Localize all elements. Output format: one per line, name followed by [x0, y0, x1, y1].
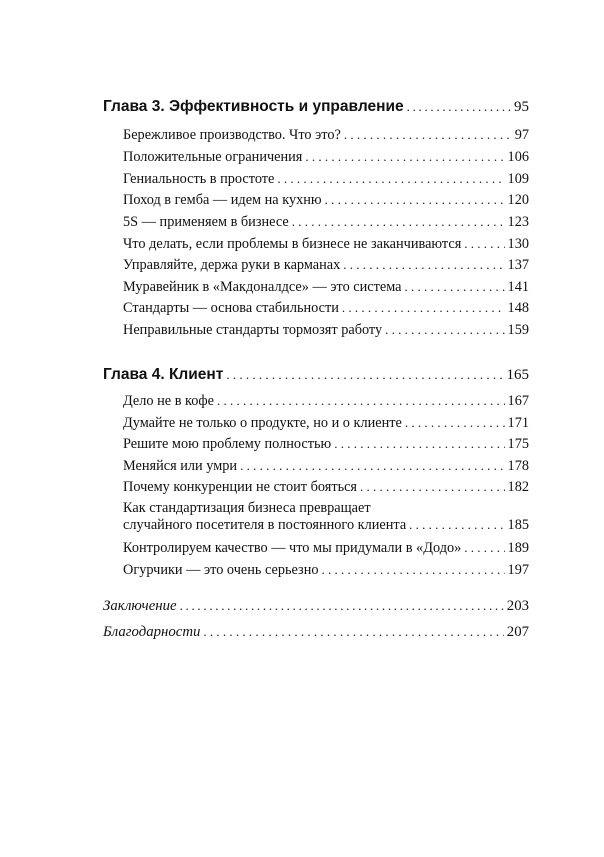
- dot-leader: [180, 598, 504, 614]
- dot-leader: [325, 192, 505, 208]
- dot-leader: [240, 458, 504, 474]
- dot-leader: [360, 479, 505, 495]
- page-number: 203: [506, 598, 529, 614]
- toc-entry[interactable]: [123, 192, 529, 209]
- toc-entry[interactable]: [123, 279, 529, 296]
- dot-leader: [464, 540, 504, 556]
- toc-entry-line2: [123, 517, 529, 534]
- dot-leader: [343, 257, 504, 273]
- page-number: 171: [507, 415, 529, 431]
- dot-leader: [322, 562, 505, 578]
- entry-title: Думайте не только о продукте, но и о клиенте: [123, 415, 402, 431]
- toc-entry[interactable]: [123, 415, 529, 432]
- page-number: 197: [507, 562, 529, 578]
- page-number: 167: [507, 393, 529, 409]
- dot-leader: [342, 300, 505, 316]
- dot-leader: [385, 322, 504, 338]
- entry-title: Решите мою проблему полностью: [123, 436, 332, 452]
- entry-title: Управляйте, держа руки в карманах: [123, 257, 341, 273]
- page-number: 95: [514, 99, 529, 115]
- entry-title: Гениальность в простоте: [123, 171, 275, 187]
- dot-leader: [334, 436, 504, 452]
- toc-entry[interactable]: [123, 171, 529, 188]
- toc-entry[interactable]: [123, 127, 529, 144]
- page-number: 141: [507, 279, 529, 295]
- entry-title: Дело не в кофе: [123, 393, 215, 409]
- dot-leader: [277, 171, 504, 187]
- toc-entry[interactable]: [123, 479, 529, 496]
- dot-leader: [344, 127, 512, 143]
- entry-title: Муравейник в «Макдоналдсе» — это система: [123, 279, 402, 295]
- page-number: 178: [507, 458, 529, 474]
- entry-title: случайного посетителя в постоянного клиента: [123, 517, 407, 533]
- entry-title: Огурчики — это очень серьезно: [123, 562, 319, 578]
- toc-conclusion[interactable]: [103, 598, 529, 615]
- toc-chapter-4[interactable]: [103, 366, 529, 384]
- page-number: 182: [507, 479, 529, 495]
- dot-leader: [409, 517, 504, 533]
- chapter-title: Глава 4. Клиент: [103, 366, 224, 383]
- toc-entry[interactable]: [123, 236, 529, 253]
- page-number: 159: [507, 322, 529, 338]
- entry-title: 5S — применяем в бизнесе: [123, 214, 289, 230]
- dot-leader: [407, 99, 511, 115]
- page-number: 130: [507, 236, 529, 252]
- chapter-title: Глава 3. Эффективность и управление: [103, 98, 404, 115]
- entry-title: Заключение: [103, 598, 177, 614]
- entry-title: Что делать, если проблемы в бизнесе не заканчиваются: [123, 236, 462, 252]
- toc-entry[interactable]: [123, 436, 529, 453]
- entry-title: Поход в гемба — идем на кухню: [123, 192, 322, 208]
- page-number: 123: [507, 214, 529, 230]
- toc-entry[interactable]: [123, 562, 529, 579]
- page-number: 189: [507, 540, 529, 556]
- entry-title: Меняйся или умри: [123, 458, 238, 474]
- toc-entry[interactable]: [123, 214, 529, 231]
- toc-chapter-3[interactable]: [103, 98, 529, 116]
- page-number: 165: [506, 367, 529, 383]
- toc-entry[interactable]: [123, 300, 529, 317]
- entry-title: Контролируем качество — что мы придумали в «Додо»: [123, 540, 462, 556]
- toc-entry[interactable]: [123, 393, 529, 410]
- dot-leader: [217, 393, 505, 409]
- toc-entry[interactable]: [123, 540, 529, 557]
- dot-leader: [405, 415, 505, 431]
- page-number: 175: [507, 436, 529, 452]
- toc-entry[interactable]: [123, 322, 529, 339]
- page-number: 120: [507, 192, 529, 208]
- dot-leader: [292, 214, 505, 230]
- entry-title: Бережливое производство. Что это?: [123, 127, 341, 143]
- page-number: 185: [507, 517, 529, 533]
- entry-title: Положительные ограничения: [123, 149, 303, 165]
- toc-entry[interactable]: [123, 458, 529, 475]
- entry-title: Благодарности: [103, 624, 201, 640]
- page-number: 207: [506, 624, 529, 640]
- page-number: 148: [507, 300, 529, 316]
- dot-leader: [226, 367, 503, 383]
- page-number: 97: [514, 127, 529, 143]
- toc-entry[interactable]: [123, 257, 529, 274]
- dot-leader: [305, 149, 504, 165]
- page-number: 106: [507, 149, 529, 165]
- page-number: 109: [507, 171, 529, 187]
- entry-title: Стандарты — основа стабильности: [123, 300, 339, 316]
- page-number: 137: [507, 257, 529, 273]
- entry-title: Почему конкуренции не стоит бояться: [123, 479, 358, 495]
- toc-entry[interactable]: [123, 149, 529, 166]
- dot-leader: [464, 236, 504, 252]
- dot-leader: [405, 279, 505, 295]
- dot-leader: [203, 624, 503, 640]
- toc-entry-multiline[interactable]: [123, 500, 529, 534]
- toc-acknowledgements[interactable]: [103, 624, 529, 641]
- entry-title-line1: Как стандартизация бизнеса превращает: [123, 500, 371, 516]
- entry-title: Неправильные стандарты тормозят работу: [123, 322, 383, 338]
